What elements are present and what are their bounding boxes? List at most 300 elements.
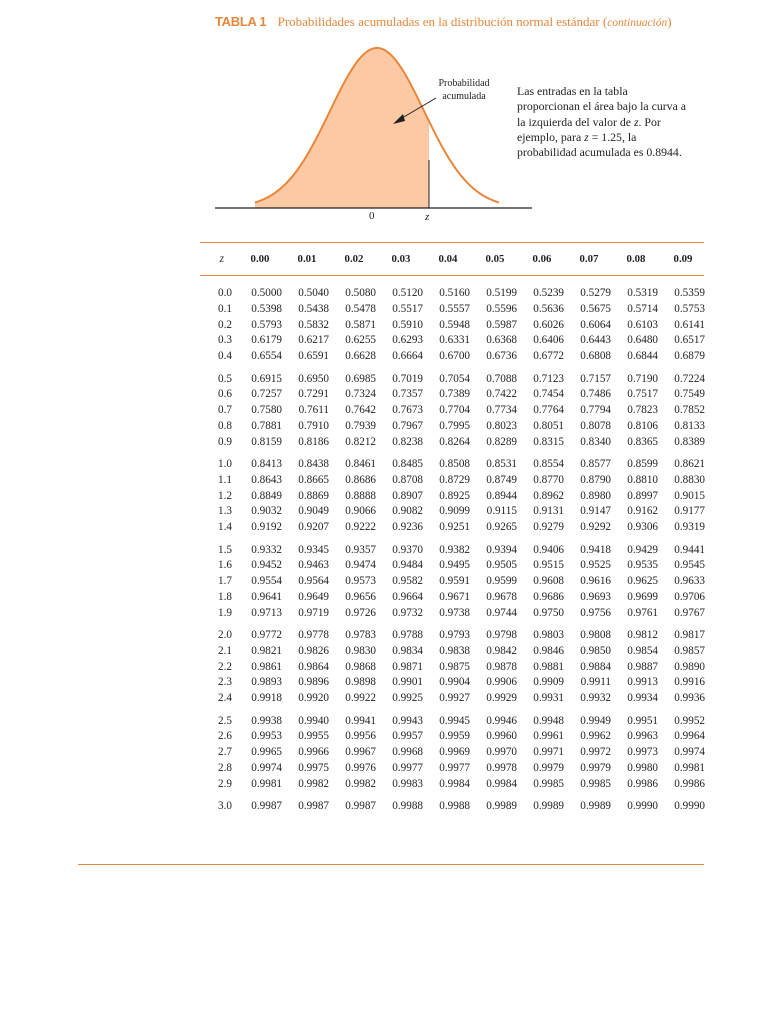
probability-cell: 0.9793	[439, 629, 470, 641]
probability-cell: 0.5279	[580, 287, 611, 299]
probability-cell: 0.6141	[674, 318, 705, 331]
probability-cell: 0.9864	[298, 660, 329, 673]
probability-cell: 0.9967	[345, 746, 376, 759]
probability-cell: 0.9878	[486, 660, 517, 673]
probability-cell: 0.7224	[674, 372, 705, 385]
probability-cell: 0.9941	[345, 714, 376, 727]
probability-cell: 0.9772	[251, 629, 282, 641]
probability-cell: 0.9418	[580, 543, 611, 556]
probability-cell: 0.8389	[674, 435, 705, 448]
probability-cell: 0.9394	[486, 543, 517, 556]
probability-cell: 0.9265	[486, 521, 517, 534]
probability-cell: 0.6700	[439, 350, 470, 363]
probability-cell: 0.8888	[345, 489, 376, 502]
table-row	[200, 521, 704, 537]
probability-cell: 0.9974	[674, 746, 705, 759]
z-value: 0.5	[218, 372, 232, 385]
probability-cell: 0.6736	[486, 350, 517, 363]
probability-cell: 0.8508	[439, 458, 470, 470]
probability-cell: 0.8438	[298, 458, 329, 470]
probability-cell: 0.9959	[439, 730, 470, 743]
probability-cell: 0.9857	[674, 644, 705, 657]
probability-cell: 0.9898	[345, 676, 376, 689]
table-row	[200, 490, 704, 506]
probability-cell: 0.9969	[439, 746, 470, 759]
probability-cell: 0.9949	[580, 714, 611, 727]
probability-cell: 0.9913	[627, 676, 658, 689]
probability-cell: 0.9884	[580, 660, 611, 673]
probability-cell: 0.9842	[486, 644, 517, 657]
probability-cell: 0.5793	[251, 318, 282, 331]
probability-cell: 0.9982	[298, 777, 329, 790]
probability-cell: 0.9319	[674, 521, 705, 534]
table-row	[200, 334, 704, 350]
probability-cell: 0.9965	[251, 746, 282, 759]
probability-cell: 0.5319	[627, 287, 658, 299]
probability-cell: 0.9868	[345, 660, 376, 673]
probability-cell: 0.8078	[580, 419, 611, 432]
probability-cell: 0.9987	[345, 800, 376, 812]
z-value: 2.9	[218, 777, 232, 790]
probability-cell: 0.7910	[298, 419, 329, 432]
probability-cell: 0.7190	[627, 372, 658, 385]
z-value: 0.0	[218, 287, 232, 299]
probability-cell: 0.9554	[251, 575, 282, 588]
probability-cell: 0.9738	[439, 606, 470, 619]
z-value: 2.1	[218, 644, 232, 657]
probability-cell: 0.7257	[251, 388, 282, 401]
probability-cell: 0.8643	[251, 473, 282, 486]
probability-cell: 0.6179	[251, 334, 282, 347]
probability-cell: 0.8621	[674, 458, 705, 470]
probability-cell: 0.5636	[533, 302, 564, 315]
probability-cell: 0.6293	[392, 334, 423, 347]
probability-cell: 0.6554	[251, 350, 282, 363]
probability-cell: 0.8729	[439, 473, 470, 486]
table-row	[200, 559, 704, 575]
probability-cell: 0.7995	[439, 419, 470, 432]
probability-cell: 0.9890	[674, 660, 705, 673]
probability-cell: 0.6517	[674, 334, 705, 347]
table-row	[200, 676, 704, 692]
probability-cell: 0.6879	[674, 350, 705, 363]
probability-cell: 0.7054	[439, 372, 470, 385]
probability-cell: 0.9345	[298, 543, 329, 556]
table-row	[200, 661, 704, 677]
probability-cell: 0.8289	[486, 435, 517, 448]
probability-cell: 0.9920	[298, 692, 329, 705]
probability-cell: 0.5040	[298, 287, 329, 299]
probability-cell: 0.9292	[580, 521, 611, 534]
z-value: 2.7	[218, 746, 232, 759]
axis-z-label: z	[425, 211, 430, 223]
probability-cell: 0.6915	[251, 372, 282, 385]
probability-cell: 0.9985	[533, 777, 564, 790]
probability-cell: 0.6772	[533, 350, 564, 363]
probability-cell: 0.9952	[674, 714, 705, 727]
probability-cell: 0.9406	[533, 543, 564, 556]
probability-cell: 0.7389	[439, 388, 470, 401]
probability-cell: 0.9970	[486, 746, 517, 759]
probability-cell: 0.7642	[345, 404, 376, 417]
table-row	[200, 778, 704, 794]
probability-cell: 0.7517	[627, 388, 658, 401]
probability-cell: 0.8023	[486, 419, 517, 432]
probability-cell: 0.5871	[345, 318, 376, 331]
probability-cell: 0.8686	[345, 473, 376, 486]
probability-cell: 0.9983	[392, 777, 423, 790]
probability-cell: 0.9535	[627, 559, 658, 572]
probability-cell: 0.9936	[674, 692, 705, 705]
probability-cell: 0.9881	[533, 660, 564, 673]
probability-cell: 0.6591	[298, 350, 329, 363]
axis-zero-label: 0	[369, 210, 375, 222]
table-header-row	[200, 253, 704, 269]
table-row	[200, 645, 704, 661]
z-value: 1.4	[218, 521, 232, 534]
probability-cell: 0.9706	[674, 590, 705, 603]
probability-cell: 0.8599	[627, 458, 658, 470]
table-row	[200, 303, 704, 319]
z-value: 1.5	[218, 543, 232, 556]
probability-cell: 0.9986	[674, 777, 705, 790]
probability-cell: 0.8708	[392, 473, 423, 486]
probability-cell: 0.9984	[439, 777, 470, 790]
probability-cell: 0.7734	[486, 404, 517, 417]
z-value: 1.8	[218, 590, 232, 603]
probability-cell: 0.9985	[580, 777, 611, 790]
probability-cell: 0.9808	[580, 629, 611, 641]
probability-cell: 0.9961	[533, 730, 564, 743]
probability-cell: 0.9918	[251, 692, 282, 705]
probability-cell: 0.7324	[345, 388, 376, 401]
probability-cell: 0.5438	[298, 302, 329, 315]
probability-cell: 0.9756	[580, 606, 611, 619]
probability-cell: 0.9973	[627, 746, 658, 759]
probability-cell: 0.5120	[392, 287, 423, 299]
probability-cell: 0.9099	[439, 505, 470, 518]
probability-cell: 0.9162	[627, 505, 658, 518]
probability-cell: 0.9976	[345, 761, 376, 774]
probability-cell: 0.8665	[298, 473, 329, 486]
probability-cell: 0.9956	[345, 730, 376, 743]
probability-cell: 0.9678	[486, 590, 517, 603]
probability-cell: 0.9826	[298, 644, 329, 657]
probability-cell: 0.9929	[486, 692, 517, 705]
probability-cell: 0.5160	[439, 287, 470, 299]
probability-cell: 0.9977	[392, 761, 423, 774]
z-value: 0.2	[218, 318, 232, 331]
z-value: 0.1	[218, 302, 232, 315]
probability-cell: 0.7673	[392, 404, 423, 417]
probability-cell: 0.9484	[392, 559, 423, 572]
probability-cell: 0.9357	[345, 543, 376, 556]
probability-cell: 0.9981	[674, 761, 705, 774]
z-value: 1.6	[218, 559, 232, 572]
column-header: 0.02	[344, 253, 364, 265]
probability-cell: 0.6103	[627, 318, 658, 331]
probability-cell: 0.9934	[627, 692, 658, 705]
probability-cell: 0.9989	[580, 800, 611, 812]
probability-cell: 0.9989	[486, 800, 517, 812]
probability-cell: 0.9525	[580, 559, 611, 572]
probability-cell: 0.5478	[345, 302, 376, 315]
probability-cell: 0.9671	[439, 590, 470, 603]
probability-cell: 0.9834	[392, 644, 423, 657]
probability-cell: 0.9649	[298, 590, 329, 603]
probability-cell: 0.9982	[345, 777, 376, 790]
probability-cell: 0.9875	[439, 660, 470, 673]
probability-cell: 0.5948	[439, 318, 470, 331]
probability-cell: 0.9599	[486, 575, 517, 588]
probability-cell: 0.9957	[392, 730, 423, 743]
probability-cell: 0.9131	[533, 505, 564, 518]
column-header: 0.03	[391, 253, 411, 265]
probability-cell: 0.9945	[439, 714, 470, 727]
probability-cell: 0.9871	[392, 660, 423, 673]
probability-cell: 0.9429	[627, 543, 658, 556]
probability-cell: 0.9980	[627, 761, 658, 774]
table-row	[200, 800, 704, 816]
z-value: 1.2	[218, 489, 232, 502]
probability-cell: 0.8997	[627, 489, 658, 502]
probability-cell: 0.6443	[580, 334, 611, 347]
column-header: 0.00	[250, 253, 270, 265]
z-column-header: z	[219, 253, 224, 265]
probability-cell: 0.9893	[251, 676, 282, 689]
probability-cell: 0.9963	[627, 730, 658, 743]
table-row	[200, 436, 704, 452]
probability-cell: 0.9474	[345, 559, 376, 572]
probability-cell: 0.9978	[486, 761, 517, 774]
probability-cell: 0.8264	[439, 435, 470, 448]
probability-cell: 0.9066	[345, 505, 376, 518]
probability-cell: 0.5753	[674, 302, 705, 315]
column-header: 0.04	[438, 253, 458, 265]
probability-cell: 0.7123	[533, 372, 564, 385]
probability-cell: 0.9916	[674, 676, 705, 689]
z-value: 2.8	[218, 761, 232, 774]
probability-cell: 0.9495	[439, 559, 470, 572]
probability-cell: 0.7823	[627, 404, 658, 417]
probability-cell: 0.8790	[580, 473, 611, 486]
probability-cell: 0.9222	[345, 521, 376, 534]
probability-cell: 0.8238	[392, 435, 423, 448]
probability-cell: 0.9744	[486, 606, 517, 619]
z-value: 2.3	[218, 676, 232, 689]
probability-cell: 0.9732	[392, 606, 423, 619]
probability-cell: 0.8051	[533, 419, 564, 432]
table-row	[200, 287, 704, 303]
probability-cell: 0.5517	[392, 302, 423, 315]
table-row	[200, 575, 704, 591]
probability-cell: 0.9778	[298, 629, 329, 641]
probability-cell: 0.5199	[486, 287, 517, 299]
probability-cell: 0.9664	[392, 590, 423, 603]
probability-cell: 0.8554	[533, 458, 564, 470]
probability-cell: 0.9306	[627, 521, 658, 534]
probability-cell: 0.9515	[533, 559, 564, 572]
probability-cell: 0.6844	[627, 350, 658, 363]
probability-cell: 0.6331	[439, 334, 470, 347]
table-row	[200, 544, 704, 560]
z-value: 1.9	[218, 606, 232, 619]
probability-cell: 0.6064	[580, 318, 611, 331]
table-caption: Probabilidades acumuladas en la distribución normal estándar (	[277, 14, 608, 29]
z-value: 0.6	[218, 388, 232, 401]
probability-cell: 0.8869	[298, 489, 329, 502]
probability-cell: 0.9699	[627, 590, 658, 603]
z-value: 2.4	[218, 692, 232, 705]
probability-cell: 0.9821	[251, 644, 282, 657]
probability-cell: 0.9332	[251, 543, 282, 556]
probability-cell: 0.9931	[533, 692, 564, 705]
probability-cell: 0.9382	[439, 543, 470, 556]
column-header: 0.06	[532, 253, 552, 265]
probability-cell: 0.9988	[392, 800, 423, 812]
probability-cell: 0.9906	[486, 676, 517, 689]
probability-cell: 0.9251	[439, 521, 470, 534]
probability-cell: 0.8925	[439, 489, 470, 502]
probability-cell: 0.7967	[392, 419, 423, 432]
probability-cell: 0.9830	[345, 644, 376, 657]
probability-cell: 0.8749	[486, 473, 517, 486]
probability-cell: 0.9633	[674, 575, 705, 588]
probability-cell: 0.9988	[439, 800, 470, 812]
table-row	[200, 730, 704, 746]
probability-cell: 0.9767	[674, 606, 705, 619]
cumulative-probability-label: Probabilidad acumulada	[438, 78, 490, 102]
probability-cell: 0.9452	[251, 559, 282, 572]
probability-cell: 0.8106	[627, 419, 658, 432]
column-header: 0.09	[673, 253, 693, 265]
probability-cell: 0.9861	[251, 660, 282, 673]
probability-cell: 0.7422	[486, 388, 517, 401]
probability-cell: 0.5557	[439, 302, 470, 315]
probability-cell: 0.9948	[533, 714, 564, 727]
probability-cell: 0.8849	[251, 489, 282, 502]
probability-cell: 0.8315	[533, 435, 564, 448]
probability-cell: 0.8962	[533, 489, 564, 502]
probability-cell: 0.9049	[298, 505, 329, 518]
probability-cell: 0.9207	[298, 521, 329, 534]
probability-cell: 0.5080	[345, 287, 376, 299]
probability-cell: 0.9979	[533, 761, 564, 774]
probability-cell: 0.7357	[392, 388, 423, 401]
probability-cell: 0.9938	[251, 714, 282, 727]
probability-cell: 0.8770	[533, 473, 564, 486]
table-row	[200, 420, 704, 436]
probability-cell: 0.5239	[533, 287, 564, 299]
probability-cell: 0.9761	[627, 606, 658, 619]
probability-cell: 0.9850	[580, 644, 611, 657]
z-value: 0.4	[218, 350, 232, 363]
probability-cell: 0.9192	[251, 521, 282, 534]
probability-cell: 0.5398	[251, 302, 282, 315]
probability-cell: 0.5000	[251, 287, 282, 299]
table-row	[200, 373, 704, 389]
probability-cell: 0.9854	[627, 644, 658, 657]
probability-cell: 0.8186	[298, 435, 329, 448]
probability-cell: 0.9441	[674, 543, 705, 556]
probability-cell: 0.7454	[533, 388, 564, 401]
probability-cell: 0.9904	[439, 676, 470, 689]
z-value: 0.8	[218, 419, 232, 432]
page-bottom-rule	[78, 864, 704, 865]
probability-cell: 0.9625	[627, 575, 658, 588]
probability-cell: 0.9911	[580, 676, 611, 689]
z-value: 3.0	[218, 800, 232, 812]
probability-cell: 0.9788	[392, 629, 423, 641]
probability-cell: 0.9987	[298, 800, 329, 812]
caption-close: )	[667, 14, 672, 29]
column-header: 0.08	[626, 253, 646, 265]
table-row	[200, 388, 704, 404]
probability-cell: 0.9713	[251, 606, 282, 619]
figure-description: Las entradas en la tabla proporcionan el área bajo la curva a la izquierda del valor de z. Por ejemplo, para z = 1.25, la probabilidad acumulada es 0.8944.	[517, 84, 686, 160]
probability-cell: 0.9573	[345, 575, 376, 588]
probability-cell: 0.9932	[580, 692, 611, 705]
table-row	[200, 474, 704, 490]
probability-cell: 0.9147	[580, 505, 611, 518]
probability-cell: 0.9693	[580, 590, 611, 603]
probability-cell: 0.9955	[298, 730, 329, 743]
probability-cell: 0.5987	[486, 318, 517, 331]
probability-cell: 0.9987	[251, 800, 282, 812]
probability-cell: 0.9656	[345, 590, 376, 603]
probability-cell: 0.9975	[298, 761, 329, 774]
probability-cell: 0.7611	[298, 404, 329, 417]
probability-cell: 0.9974	[251, 761, 282, 774]
probability-cell: 0.9940	[298, 714, 329, 727]
z-value: 2.0	[218, 629, 232, 641]
probability-cell: 0.9977	[439, 761, 470, 774]
probability-cell: 0.6406	[533, 334, 564, 347]
probability-cell: 0.7764	[533, 404, 564, 417]
probability-cell: 0.6985	[345, 372, 376, 385]
probability-cell: 0.9015	[674, 489, 705, 502]
probability-cell: 0.9115	[486, 505, 517, 518]
probability-cell: 0.9990	[627, 800, 658, 812]
z-value: 1.1	[218, 473, 232, 486]
probability-cell: 0.9564	[298, 575, 329, 588]
probability-cell: 0.7291	[298, 388, 329, 401]
z-value: 0.3	[218, 334, 232, 347]
probability-cell: 0.9986	[627, 777, 658, 790]
probability-cell: 0.9803	[533, 629, 564, 641]
probability-cell: 0.8531	[486, 458, 517, 470]
probability-cell: 0.9972	[580, 746, 611, 759]
z-value: 1.0	[218, 458, 232, 470]
probability-cell: 0.6217	[298, 334, 329, 347]
probability-cell: 0.7088	[486, 372, 517, 385]
table-top-rule	[200, 242, 704, 243]
table-row	[200, 319, 704, 335]
column-header: 0.05	[485, 253, 505, 265]
probability-cell: 0.7549	[674, 388, 705, 401]
table-row	[200, 692, 704, 708]
probability-cell: 0.6026	[533, 318, 564, 331]
probability-cell: 0.9951	[627, 714, 658, 727]
header-bottom-rule	[200, 275, 704, 276]
z-value: 0.9	[218, 435, 232, 448]
probability-cell: 0.9591	[439, 575, 470, 588]
table-row	[200, 762, 704, 778]
probability-cell: 0.9846	[533, 644, 564, 657]
probability-cell: 0.9798	[486, 629, 517, 641]
probability-cell: 0.5910	[392, 318, 423, 331]
probability-cell: 0.7881	[251, 419, 282, 432]
